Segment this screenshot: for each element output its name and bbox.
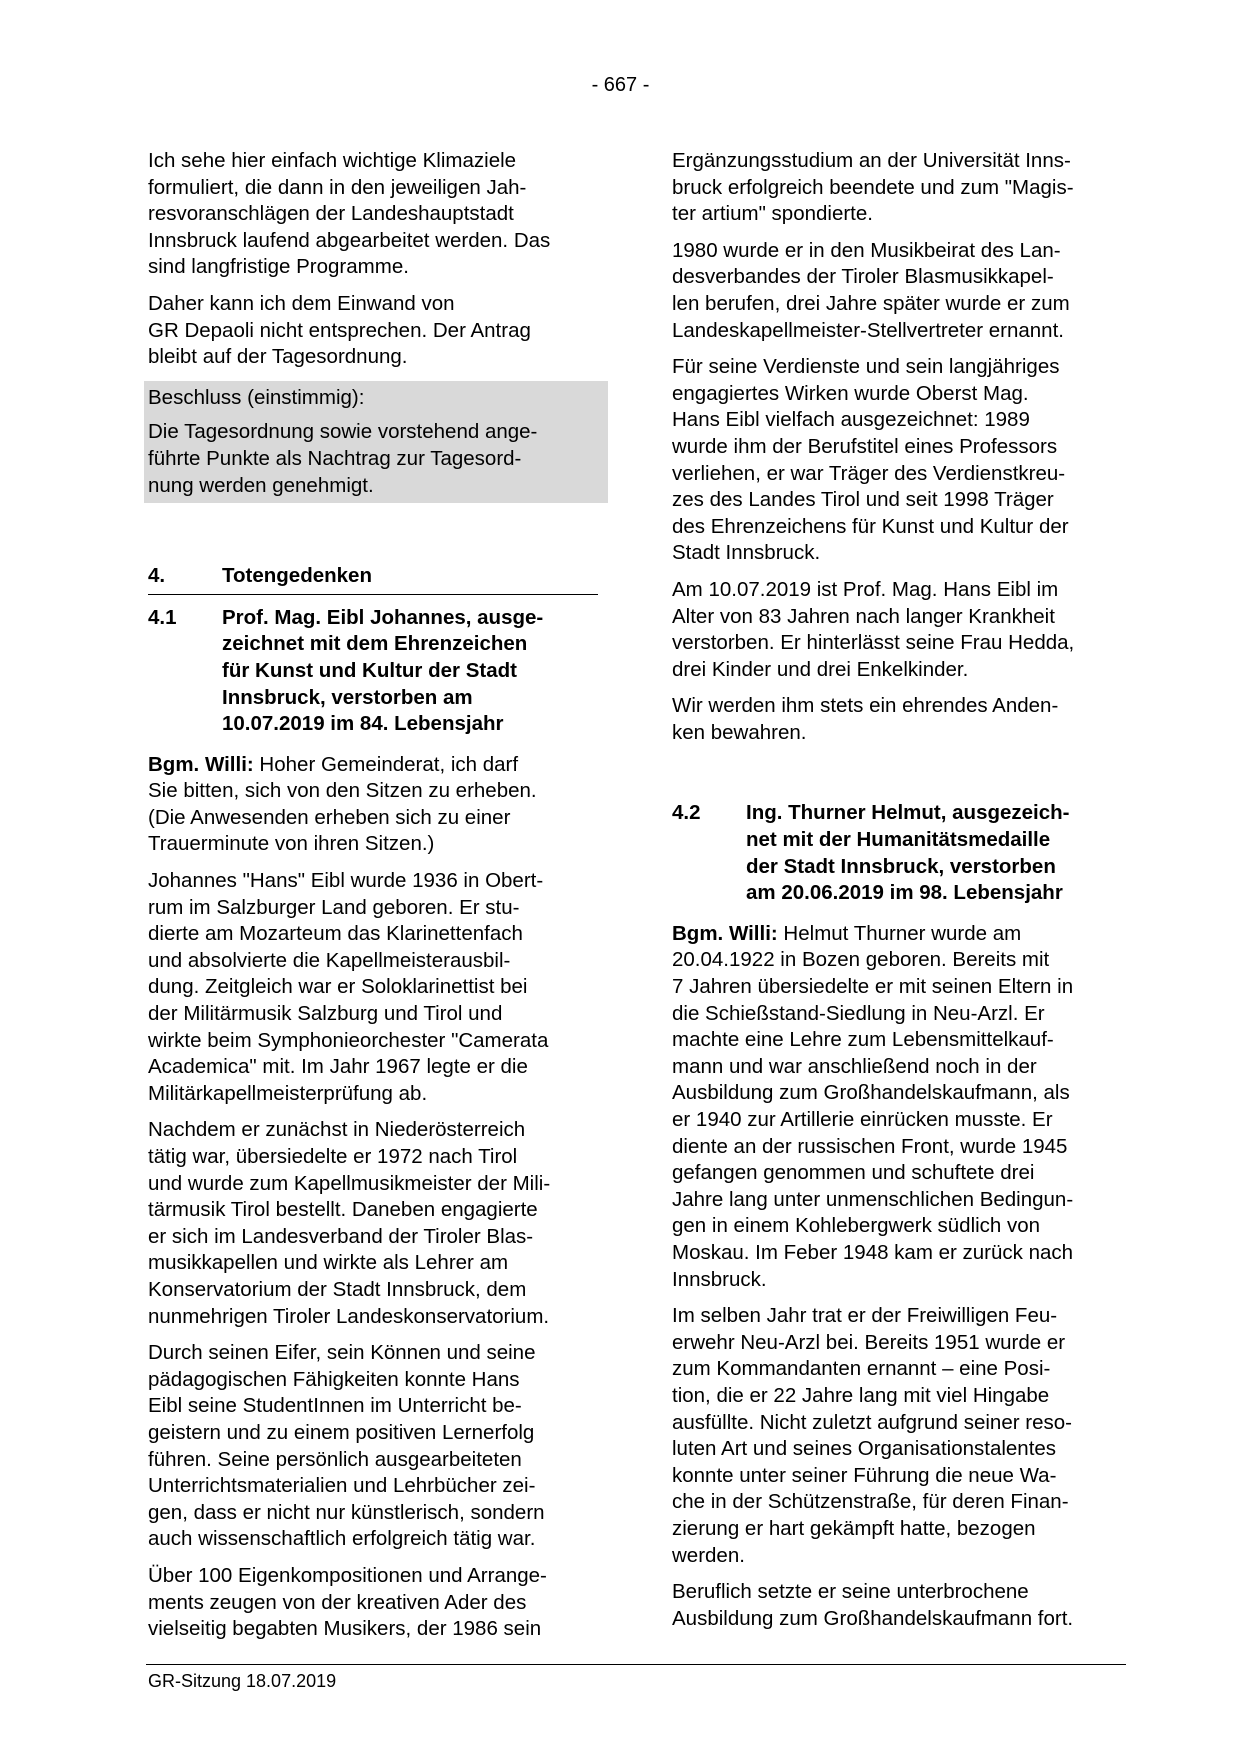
resolution-label: Beschluss (einstimmig): xyxy=(148,385,365,409)
left-paragraph-2 xyxy=(148,291,598,371)
text-line: ments zeugen von der kreativen Ader des xyxy=(148,1590,527,1614)
text-line: Ausbildung zum Großhandelskaufmann fort. xyxy=(672,1606,1074,1630)
text-line: gefangen genommen und schuftete drei xyxy=(672,1161,1035,1185)
text-line: Hans Eibl vielfach ausgezeichnet: 1989 xyxy=(672,408,1030,432)
left-paragraph-1 xyxy=(148,148,598,281)
text-line: geistern und zu einem positiven Lernerfolg xyxy=(148,1420,535,1444)
text-line: (Die Anwesenden erheben sich zu einer xyxy=(148,805,511,829)
right-column xyxy=(672,148,1127,1642)
footer-divider xyxy=(146,1664,1126,1665)
text-line: konnte unter seiner Führung die neue Wa- xyxy=(672,1463,1057,1487)
text-line: Moskau. Im Feber 1948 kam er zurück nach xyxy=(672,1240,1074,1264)
text-line: Jahre lang unter unmenschlichen Bedingun- xyxy=(672,1187,1074,1211)
text-line: engagiertes Wirken wurde Oberst Mag. xyxy=(672,381,1029,405)
text-line: len berufen, drei Jahre später wurde er zum xyxy=(672,291,1070,315)
text-line: auch wissenschaftlich erfolgreich tätig war. xyxy=(148,1527,536,1551)
text-line: Ing. Thurner Helmut, ausgezeich- xyxy=(746,801,1070,825)
text-line: Durch seinen Eifer, sein Können und seine xyxy=(148,1341,536,1365)
text-line: und wurde zum Kapellmusikmeister der Mili- xyxy=(148,1171,551,1195)
speaker-name: Bgm. Willi: xyxy=(672,921,778,945)
text-fragment: Helmut Thurner wurde am xyxy=(777,921,1022,945)
text-line: desverbandes der Tiroler Blasmusikkapel- xyxy=(672,265,1054,289)
text-line: zierung er hart gekämpft hatte, bezogen xyxy=(672,1516,1036,1540)
right-paragraph-7 xyxy=(672,1303,1127,1569)
text-line: Innsbruck, verstorben am xyxy=(222,685,473,709)
right-paragraph-8 xyxy=(672,1579,1127,1632)
text-line: Nachdem er zunächst in Niederösterreich xyxy=(148,1118,526,1142)
text-line: erwehr Neu-Arzl bei. Bereits 1951 wurde er xyxy=(672,1330,1066,1354)
text-line: für Kunst und Kultur der Stadt xyxy=(222,658,517,682)
text-line: Sie bitten, sich von den Sitzen zu erheben. xyxy=(148,779,537,803)
subsection-number: 4.1 xyxy=(148,605,177,629)
text-line: der Militärmusik Salzburg und Tirol und xyxy=(148,1002,503,1026)
text-line: nunmehrigen Tiroler Landeskonservatorium. xyxy=(148,1304,550,1328)
text-line: die Schießstand-Siedlung in Neu-Arzl. Er xyxy=(672,1001,1045,1025)
text-fragment: Hoher Gemeinderat, ich darf xyxy=(253,752,519,776)
text-line: Im selben Jahr trat er der Freiwilligen Feu- xyxy=(672,1304,1058,1328)
text-line: 20.04.1922 in Bozen geboren. Bereits mit xyxy=(672,948,1050,972)
text-line: 10.07.2019 im 84. Lebensjahr xyxy=(222,712,504,736)
text-line: Stadt Innsbruck. xyxy=(672,541,821,565)
text-line: pädagogischen Fähigkeiten konnte Hans xyxy=(148,1367,520,1391)
right-paragraph-4 xyxy=(672,577,1127,683)
text-line xyxy=(148,752,598,779)
text-line: musikkapellen und wirkte als Lehrer am xyxy=(148,1251,509,1275)
text-line: diente an der russischen Front, wurde 1945 xyxy=(672,1134,1068,1158)
text-line: tätig war, übersiedelte er 1972 nach Tirol xyxy=(148,1145,518,1168)
section-title: Totengedenken xyxy=(222,564,372,588)
section-number: 4. xyxy=(148,564,166,588)
text-line: wirkte beim Symphonieorchester "Camerata xyxy=(148,1028,549,1052)
text-line: Johannes "Hans" Eibl wurde 1936 in Obert- xyxy=(148,869,544,893)
text-line: ausfüllte. Nicht zuletzt aufgrund seiner reso- xyxy=(672,1410,1072,1434)
text-line: Ausbildung zum Großhandelskaufmann, als xyxy=(672,1081,1070,1105)
text-line: ter artium" spondierte. xyxy=(672,202,873,226)
text-line: Trauerminute von ihren Sitzen.) xyxy=(148,832,435,856)
text-line: Prof. Mag. Eibl Johannes, ausge- xyxy=(222,605,544,629)
text-line: Alter von 83 Jahren nach langer Krankheit xyxy=(672,604,1055,628)
text-line: führen. Seine persönlich ausgearbeiteten xyxy=(148,1447,522,1471)
text-line: formuliert, die dann in den jeweiligen Jah- xyxy=(148,175,527,199)
resolution-text xyxy=(148,419,604,499)
text-line: werden. xyxy=(672,1543,745,1567)
right-paragraph-1 xyxy=(672,148,1127,228)
text-line: verliehen, er war Träger des Verdienstkreu- xyxy=(672,461,1066,485)
subsection-title xyxy=(746,800,1127,906)
text-line: führte Punkte als Nachtrag zur Tagesord- xyxy=(148,446,522,470)
text-line: tärmusik Tirol bestellt. Daneben engagierte xyxy=(148,1198,538,1222)
right-paragraph-3 xyxy=(672,354,1127,567)
text-line: zes des Landes Tirol und seit 1998 Träger xyxy=(672,488,1054,512)
text-line: zeichnet mit dem Ehrenzeichen xyxy=(222,632,528,656)
text-line: GR Depaoli nicht entsprechen. Der Antrag xyxy=(148,318,531,342)
text-line: Daher kann ich dem Einwand von xyxy=(148,291,455,315)
text-line: am 20.06.2019 im 98. Lebensjahr xyxy=(746,881,1063,905)
subsection-heading-4-2 xyxy=(672,800,1127,906)
text-line: Unterrichtsmaterialien und Lehrbücher zei- xyxy=(148,1474,536,1498)
text-line: 1980 wurde er in den Musikbeirat des Lan- xyxy=(672,238,1061,262)
text-line: Innsbruck laufend abgearbeitet werden. Das xyxy=(148,228,551,252)
text-line: ken bewahren. xyxy=(672,720,807,744)
text-line: zum Kommandanten ernannt – eine Posi- xyxy=(672,1357,1051,1381)
text-line: Academica" mit. Im Jahr 1967 legte er die xyxy=(148,1055,528,1079)
text-line: nung werden genehmigt. xyxy=(148,473,374,497)
text-line: und absolvierte die Kapellmeisterausbil- xyxy=(148,948,511,972)
resolution-box xyxy=(144,381,608,503)
right-paragraph-2 xyxy=(672,238,1127,344)
text-line: net mit der Humanitätsmedaille xyxy=(746,828,1051,852)
text-line: Beruflich setzte er seine unterbrochene xyxy=(672,1580,1029,1604)
right-paragraph-5 xyxy=(672,693,1127,746)
text-line: machte eine Lehre zum Lebensmittelkauf- xyxy=(672,1028,1054,1052)
section-heading xyxy=(148,563,598,595)
text-line: Ergänzungsstudium an der Universität Inns- xyxy=(672,149,1071,172)
text-line: tion, die er 22 Jahre lang mit viel Hingabe xyxy=(672,1383,1050,1407)
text-line: er sich im Landesverband der Tiroler Blas- xyxy=(148,1224,534,1248)
left-paragraph-7 xyxy=(148,1563,598,1643)
text-line: vielseitig begabten Musikers, der 1986 sein xyxy=(148,1617,542,1641)
text-line: des Ehrenzeichens für Kunst und Kultur der xyxy=(672,514,1069,538)
left-paragraph-5 xyxy=(148,1117,598,1330)
text-line: drei Kinder und drei Enkelkinder. xyxy=(672,657,969,681)
text-line: er 1940 zur Artillerie einrücken musste. Er xyxy=(672,1108,1053,1131)
right-paragraph-6 xyxy=(672,921,1127,1293)
footer-text: GR-Sitzung 18.07.2019 xyxy=(148,1671,337,1691)
left-paragraph-6 xyxy=(148,1340,598,1553)
text-line: resvoranschlägen der Landeshauptstadt xyxy=(148,202,514,226)
text-line: Für seine Verdienste und sein langjähriges xyxy=(672,355,1060,379)
text-line: dung. Zeitgleich war er Soloklarinettist bei xyxy=(148,975,528,999)
text-line: Eibl seine StudentInnen im Unterricht be- xyxy=(148,1394,522,1418)
text-line: der Stadt Innsbruck, verstorben xyxy=(746,854,1056,878)
text-line: gen in einem Kohlebergwerk südlich von xyxy=(672,1214,1041,1238)
subsection-title xyxy=(222,605,598,738)
text-line: Ich sehe hier einfach wichtige Klimaziele xyxy=(148,149,517,172)
left-paragraph-4 xyxy=(148,868,598,1107)
left-paragraph-3 xyxy=(148,752,598,858)
text-line: verstorben. Er hinterlässt seine Frau Hedda, xyxy=(672,631,1075,655)
text-line: Die Tagesordnung sowie vorstehend ange- xyxy=(148,420,538,444)
text-line: mann und war anschließend noch in der xyxy=(672,1054,1037,1078)
text-line: bruck erfolgreich beendete und zum "Magis- xyxy=(672,175,1074,199)
text-line: Wir werden ihm stets ein ehrendes Anden- xyxy=(672,694,1059,718)
page-number: - 667 - xyxy=(591,74,650,96)
text-line: sind langfristige Programme. xyxy=(148,255,409,279)
text-line: 7 Jahren übersiedelte er mit seinen Eltern in xyxy=(672,975,1074,999)
text-line: wurde ihm der Berufstitel eines Professors xyxy=(672,434,1058,458)
subsection-heading-4-1 xyxy=(148,605,598,738)
text-line: Am 10.07.2019 ist Prof. Mag. Hans Eibl im xyxy=(672,577,1059,601)
text-line: luten Art und seines Organisationstalentes xyxy=(672,1437,1057,1461)
subsection-number: 4.2 xyxy=(672,801,701,825)
text-line: bleibt auf der Tagesordnung. xyxy=(148,345,408,369)
text-line: Konservatorium der Stadt Innsbruck, dem xyxy=(148,1277,527,1301)
text-line: che in der Schützenstraße, für deren Finan- xyxy=(672,1490,1069,1514)
text-line: Militärkapellmeisterprüfung ab. xyxy=(148,1081,428,1105)
speaker-name: Bgm. Willi: xyxy=(148,752,254,776)
text-line: rum im Salzburger Land geboren. Er stu- xyxy=(148,895,520,919)
left-column xyxy=(148,148,598,1653)
text-line: dierte am Mozarteum das Klarinettenfach xyxy=(148,922,523,946)
text-line: gen, dass er nicht nur künstlerisch, sondern xyxy=(148,1500,545,1524)
text-line: Über 100 Eigenkompositionen und Arrange- xyxy=(148,1563,547,1587)
text-line: Landeskapellmeister-Stellvertreter ernannt. xyxy=(672,318,1064,342)
text-line: Innsbruck. xyxy=(672,1267,767,1291)
text-line xyxy=(672,921,1127,948)
